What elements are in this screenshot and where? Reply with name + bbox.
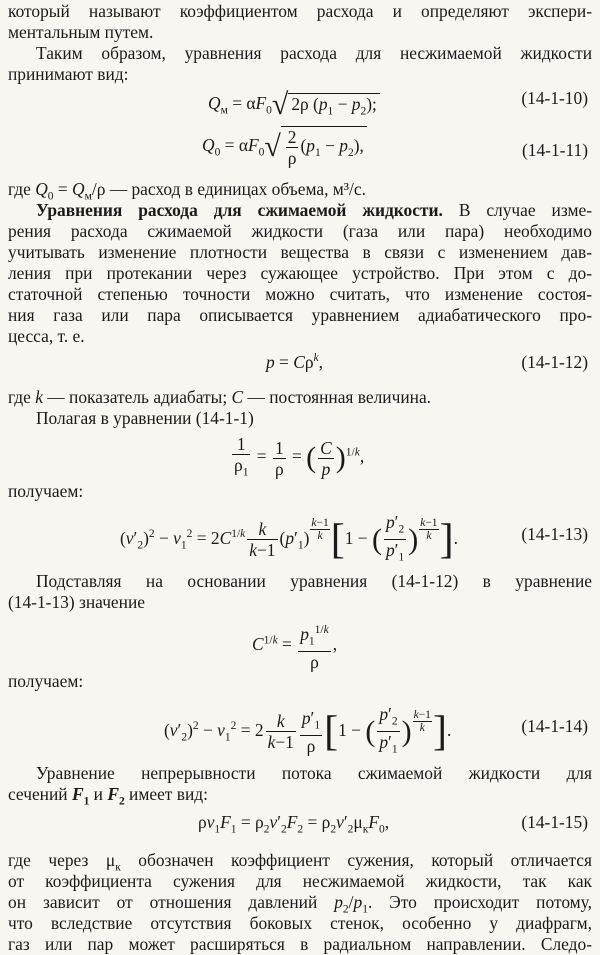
text-line: получаем: — [8, 671, 84, 691]
text-line: газ или пар может расширяться в радиальном направлении. Следо- — [8, 934, 592, 954]
equation-number: (14-1-12) — [521, 352, 588, 372]
equation-lineless: $\frac{1}{\rho_1}$ = $\frac{1}{\rho}$ = ( $\frac{C}{p}$ )$^{1/k}$, — [234, 434, 365, 479]
text-line: где $Q_0 = Q_м/\rho$ — расход в единицах объема, м³/с. — [8, 179, 366, 203]
text-line: Уравнение непрерывности потока сжимаемой жидкости для — [36, 763, 592, 783]
equation-14-1-10: $Q_м = \alpha F_0√$ 2ρ $(p_1 - p_2)$; (14-1-10) — [208, 88, 588, 121]
text-line: получаем: — [8, 481, 84, 501]
text-line: (14-1-13) значение — [8, 592, 145, 612]
equation-14-1-13: $(v'_2)^2 - v_1^2 = 2C^{1/k}$ $\frac{k}{k-1}$ $(p'_1)$ $\frac{k-1}{k}$ [1 − ( $\frac{p'_2}{p'_1}$ ) $\frac{k-1}{k}$ ]. (14-1-13) — [120, 512, 588, 564]
text-line: что вследствие отсутствия боковых стенок, особенно у диафрагм, — [8, 913, 592, 933]
text-line: цесса, т. е. — [8, 326, 85, 346]
equation-lineless: $C^{1/k}$ = $\frac{p_1^{1/k}}{\rho}$ , — [8, 620, 592, 666]
equation-number: (14-1-13) — [521, 524, 588, 544]
text-line: Полагая в уравнении (14-1-1) — [36, 408, 254, 428]
text-line: где через $\mu_к$ обозначен коэффициент сужения, который отличается — [8, 850, 592, 874]
text-line: учитывать изменение плотности вещества в связи с изменением дав- — [8, 242, 592, 262]
equation-number: (14-1-11) — [522, 140, 588, 160]
text-line: ния газа или пара описывается уравнением адиабатического про- — [8, 305, 592, 325]
text-line: Уравнения расхода для сжимаемой жидкости. В случае изме- — [36, 200, 592, 220]
text-line: Таким образом, уравнения расхода для несжимаемой жидкости — [36, 43, 592, 63]
equation-14-1-14: $(v'_2)^2 - v_1^2 = 2$ $\frac{k}{k-1}$ $\frac{p'_1}{\rho}$ [1 − ( $\frac{p'_2}{p'_1}$ ) $\frac{k-1}{k}$ ]. (14-1-14) — [164, 704, 588, 757]
equation-number: (14-1-10) — [521, 88, 588, 108]
equation-number: (14-1-15) — [521, 812, 588, 832]
equation-14-1-15: $\rho v_1F_1 = \rho_2v'_2F_2 = \rho_2v'_2\mu_кF_0$, (14-1-15) — [198, 812, 588, 836]
text-line: рения расхода сжимаемой жидкости (газа или пара) необходимо — [8, 221, 592, 241]
equation-14-1-11: $Q_0 = \alpha F_0√$ $\frac{2}{\rho}$ $(p_1 - p_2)$, (14-1-11) — [202, 127, 588, 168]
text-line: сечений $F_1$ и $F_2$ имеет вид: — [8, 784, 208, 808]
text-line: где k — показатель адиабаты; C — постоянная величина. — [8, 387, 432, 407]
equation-14-1-12: $p = C\rho^k$, (14-1-12) — [266, 352, 588, 372]
text-line: ментальным путем. — [8, 22, 154, 42]
text-line: Подставляя на основании уравнения (14-1-12) в уравнение — [36, 571, 592, 591]
text-line: статочной степенью точности можно считать, что изменение состоя- — [8, 284, 592, 304]
equation-number: (14-1-14) — [521, 716, 588, 736]
text-line: ления при протекании через сужающее устройство. При этом с до- — [8, 263, 592, 283]
text-line: который называют коэффициентом расхода и определяют экспери- — [8, 1, 592, 21]
text-line: от коэффициента сужения для несжимаемой жидкости, так как — [8, 871, 592, 891]
section-heading: Уравнения расхода для сжимаемой жидкости. — [36, 200, 443, 220]
text-line: он зависит от отношения давлений $p_2/p_1$. Это происходит потому, — [8, 892, 592, 916]
text-line: принимают вид: — [8, 64, 129, 84]
